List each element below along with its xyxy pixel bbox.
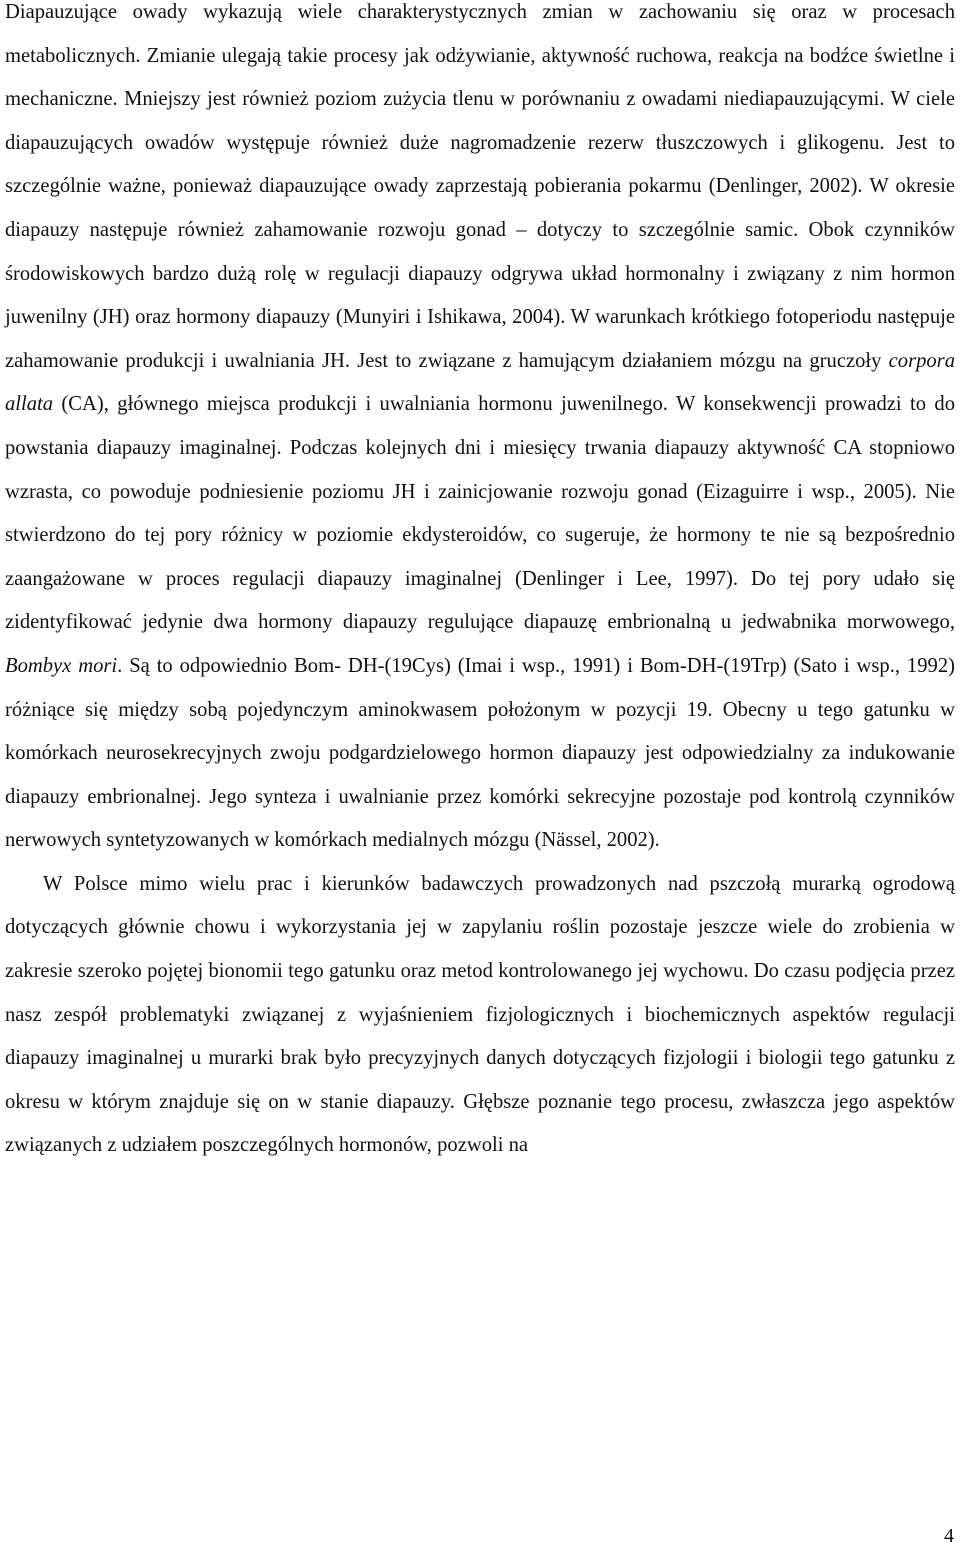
paragraph-1-text-part-1: Diapauzujące owady wykazują wiele charakterystycznych zmian w zachowaniu się oraz w procesach metabolicznych. Zmianie ulegają takie procesy jak odżywianie, aktywność ruchowa, reakcja na bodźce świetlne i mechaniczne. Mniejszy jest również poziom zużycia tlenu w porównaniu z owadami niediapauzującymi. W ciele diapauzujących owadów występuje również duże nagromadzenie rezerw tłuszczowych i glikogenu. Jest to szczególnie ważne, ponieważ diapauzujące owady zaprzestają pobierania pokarmu (Denlinger, 2002). W okresie diapauzy następuje również zahamowanie rozwoju gonad – dotyczy to szczególnie samic. Obok czynników środowiskowych bardzo dużą rolę w regulacji diapauzy odgrywa układ hormonalny i związany z nim hormon juwenilny (JH) oraz hormony diapauzy (Munyiri i Ishikawa, 2004). W warunkach krótkiego fotoperiodu następuje zahamowanie produkcji i uwalniania JH. Jest to związane z hamującym działaniem mózgu na gruczoły: [5, 1, 955, 372]
italic-term-corpora-allata: corpora allata: [5, 349, 955, 416]
paragraph-1-text-part-3: . Są to odpowiednio Bom- DH-(19Cys) (Imai i wsp., 1991) i Bom-DH-(19Trp) (Sato i wsp., 1992) różniące się między sobą pojedynczym aminokwasem położonym w pozycji 19. Obecny u tego gatunku w komórkach neurosekrecyjnych zwoju podgardzielowego hormon diapauzy jest odpowiedzialny za indukowanie diapauzy embrionalnej. Jego synteza i uwalnianie przez komórki sekrecyjne pozostaje pod kontrolą czynników nerwowych syntetyzowanych w komórkach medialnych mózgu (Nässel, 2002).: [5, 654, 955, 852]
paragraph-2-text: W Polsce mimo wielu prac i kierunków badawczych prowadzonych nad pszczołą murarką ogrodową dotyczących głównie chowu i wykorzystania jej w zapylaniu roślin pozostaje jeszcze wiele do zrobienia w zakresie szeroko pojętej bionomii tego gatunku oraz metod kontrolowanego jej wychowu. Do czasu podjęcia przez nasz zespół problematyki związanej z wyjaśnieniem fizjologicznych i biochemicznych aspektów regulacji diapauzy imaginalnej u murarki brak było precyzyjnych danych dotyczących fizjologii i biologii tego gatunku z okresu w którym znajduje się on w stanie diapauzy. Głębsze poznanie tego procesu, zwłaszcza jego aspektów związanych z udziałem poszczególnych hormonów, pozwoli na: [5, 872, 955, 1157]
paragraph-1-text-part-2: (CA), głównego miejsca produkcji i uwalniania hormonu juwenilnego. W konsekwencji prowadzi to do powstania diapauzy imaginalnej. Podczas kolejnych dni i miesięcy trwania diapauzy aktywność CA stopniowo wzrasta, co powoduje podniesienie poziomu JH i zainicjowanie rozwoju gonad (Eizaguirre i wsp., 2005). Nie stwierdzono do tej pory różnicy w poziomie ekdysteroidów, co sugeruje, że hormony te nie są bezpośrednio zaangażowane w proces regulacji diapauzy imaginalnej (Denlinger i Lee, 1997). Do tej pory udało się zidentyfikować jedynie dwa hormony diapauzy regulujące diapauzę embrionalną u jedwabnika morwowego,: [5, 393, 955, 634]
document-body: [5, 0, 955, 1168]
italic-term-bombyx-mori: Bombyx mori: [5, 654, 118, 677]
page-number: 4: [944, 1525, 954, 1547]
paragraph-diapause-physiology: [5, 0, 955, 863]
paragraph-research-in-poland: [5, 863, 955, 1168]
